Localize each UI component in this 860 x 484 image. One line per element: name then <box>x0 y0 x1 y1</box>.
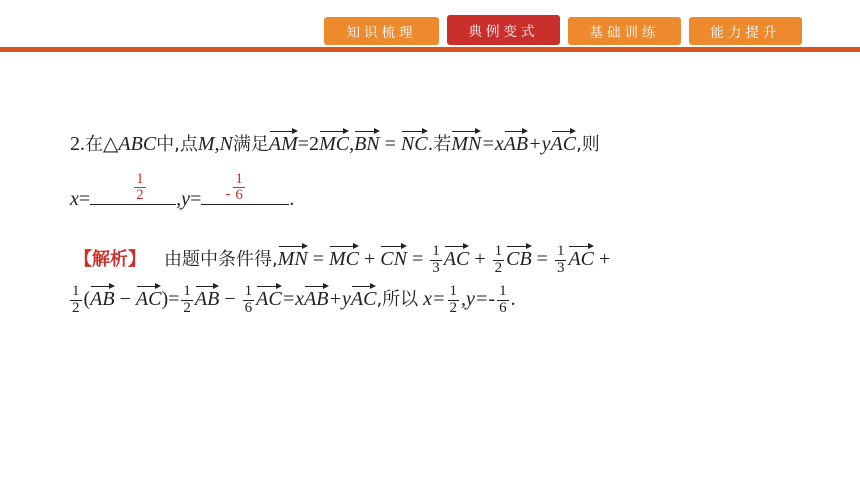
solution-line-1: 【解析】 由题中条件得,MN = MC + CN = $\frac{1}{3}$ AC + $\frac{1}{2}$ CB = $\frac{1}{3}$ AC + <box>74 243 611 276</box>
vector-mc: MC <box>319 130 349 154</box>
solution-line-2: $\frac{1}{2}$ (AB − AC)= $\frac{1}{2}$ AB − $\frac{1}{6}$ AC=xAB+yAC,所以 x= $\frac{1}{2}$ ,y=- $\frac{1}{6}$ . <box>72 283 516 316</box>
answer-y: $\frac{1}{6}$ <box>235 170 243 204</box>
problem-statement: 2.在△ABC中,点M,N满足AM=2MC,BN = NC.若MN=xAB+yAC,则 <box>70 130 600 154</box>
answer-x-blank <box>90 170 176 205</box>
section-tabs <box>324 17 802 45</box>
answer-x: $\frac{1}{2}$ <box>136 170 144 204</box>
tab-examples[interactable]: 典例变式 <box>447 15 560 45</box>
result-x: $\frac{1}{2}$ <box>449 283 458 316</box>
problem-number: 2. <box>70 133 85 155</box>
tab-knowledge-review[interactable]: 知识梳理 <box>324 17 439 45</box>
vector-ab: AB <box>504 130 528 154</box>
fraction-one-half: $\frac{1}{2}$ <box>183 283 191 316</box>
vector-mn: MN <box>451 130 481 154</box>
tab-basic-training[interactable]: 基础训练 <box>568 17 681 45</box>
tab-ability-improvement[interactable]: 能力提升 <box>689 17 802 45</box>
vector-am: AM <box>269 130 298 154</box>
fraction-one-third: $\frac{1}{3}$ <box>556 243 565 276</box>
fraction-one-half: $\frac{1}{2}$ <box>72 283 80 316</box>
fraction-one-half: $\frac{1}{2}$ <box>494 243 503 276</box>
answer-y-blank: - $\frac{1}{6}$ <box>201 186 289 205</box>
fraction-one-third: $\frac{1}{3}$ <box>432 243 440 276</box>
result-y: $\frac{1}{6}$ <box>499 283 507 316</box>
vector-ac: AC <box>551 130 577 154</box>
vector-bn: BN <box>354 130 380 154</box>
vector-nc: NC <box>401 130 428 154</box>
fraction-one-sixth: $\frac{1}{6}$ <box>244 283 253 316</box>
header-rule <box>0 47 860 52</box>
answer-line: x= $\frac{1}{2}$ ,y= - $\frac{1}{6}$ . <box>70 170 295 210</box>
solution-label: 【解析】 <box>74 248 146 270</box>
